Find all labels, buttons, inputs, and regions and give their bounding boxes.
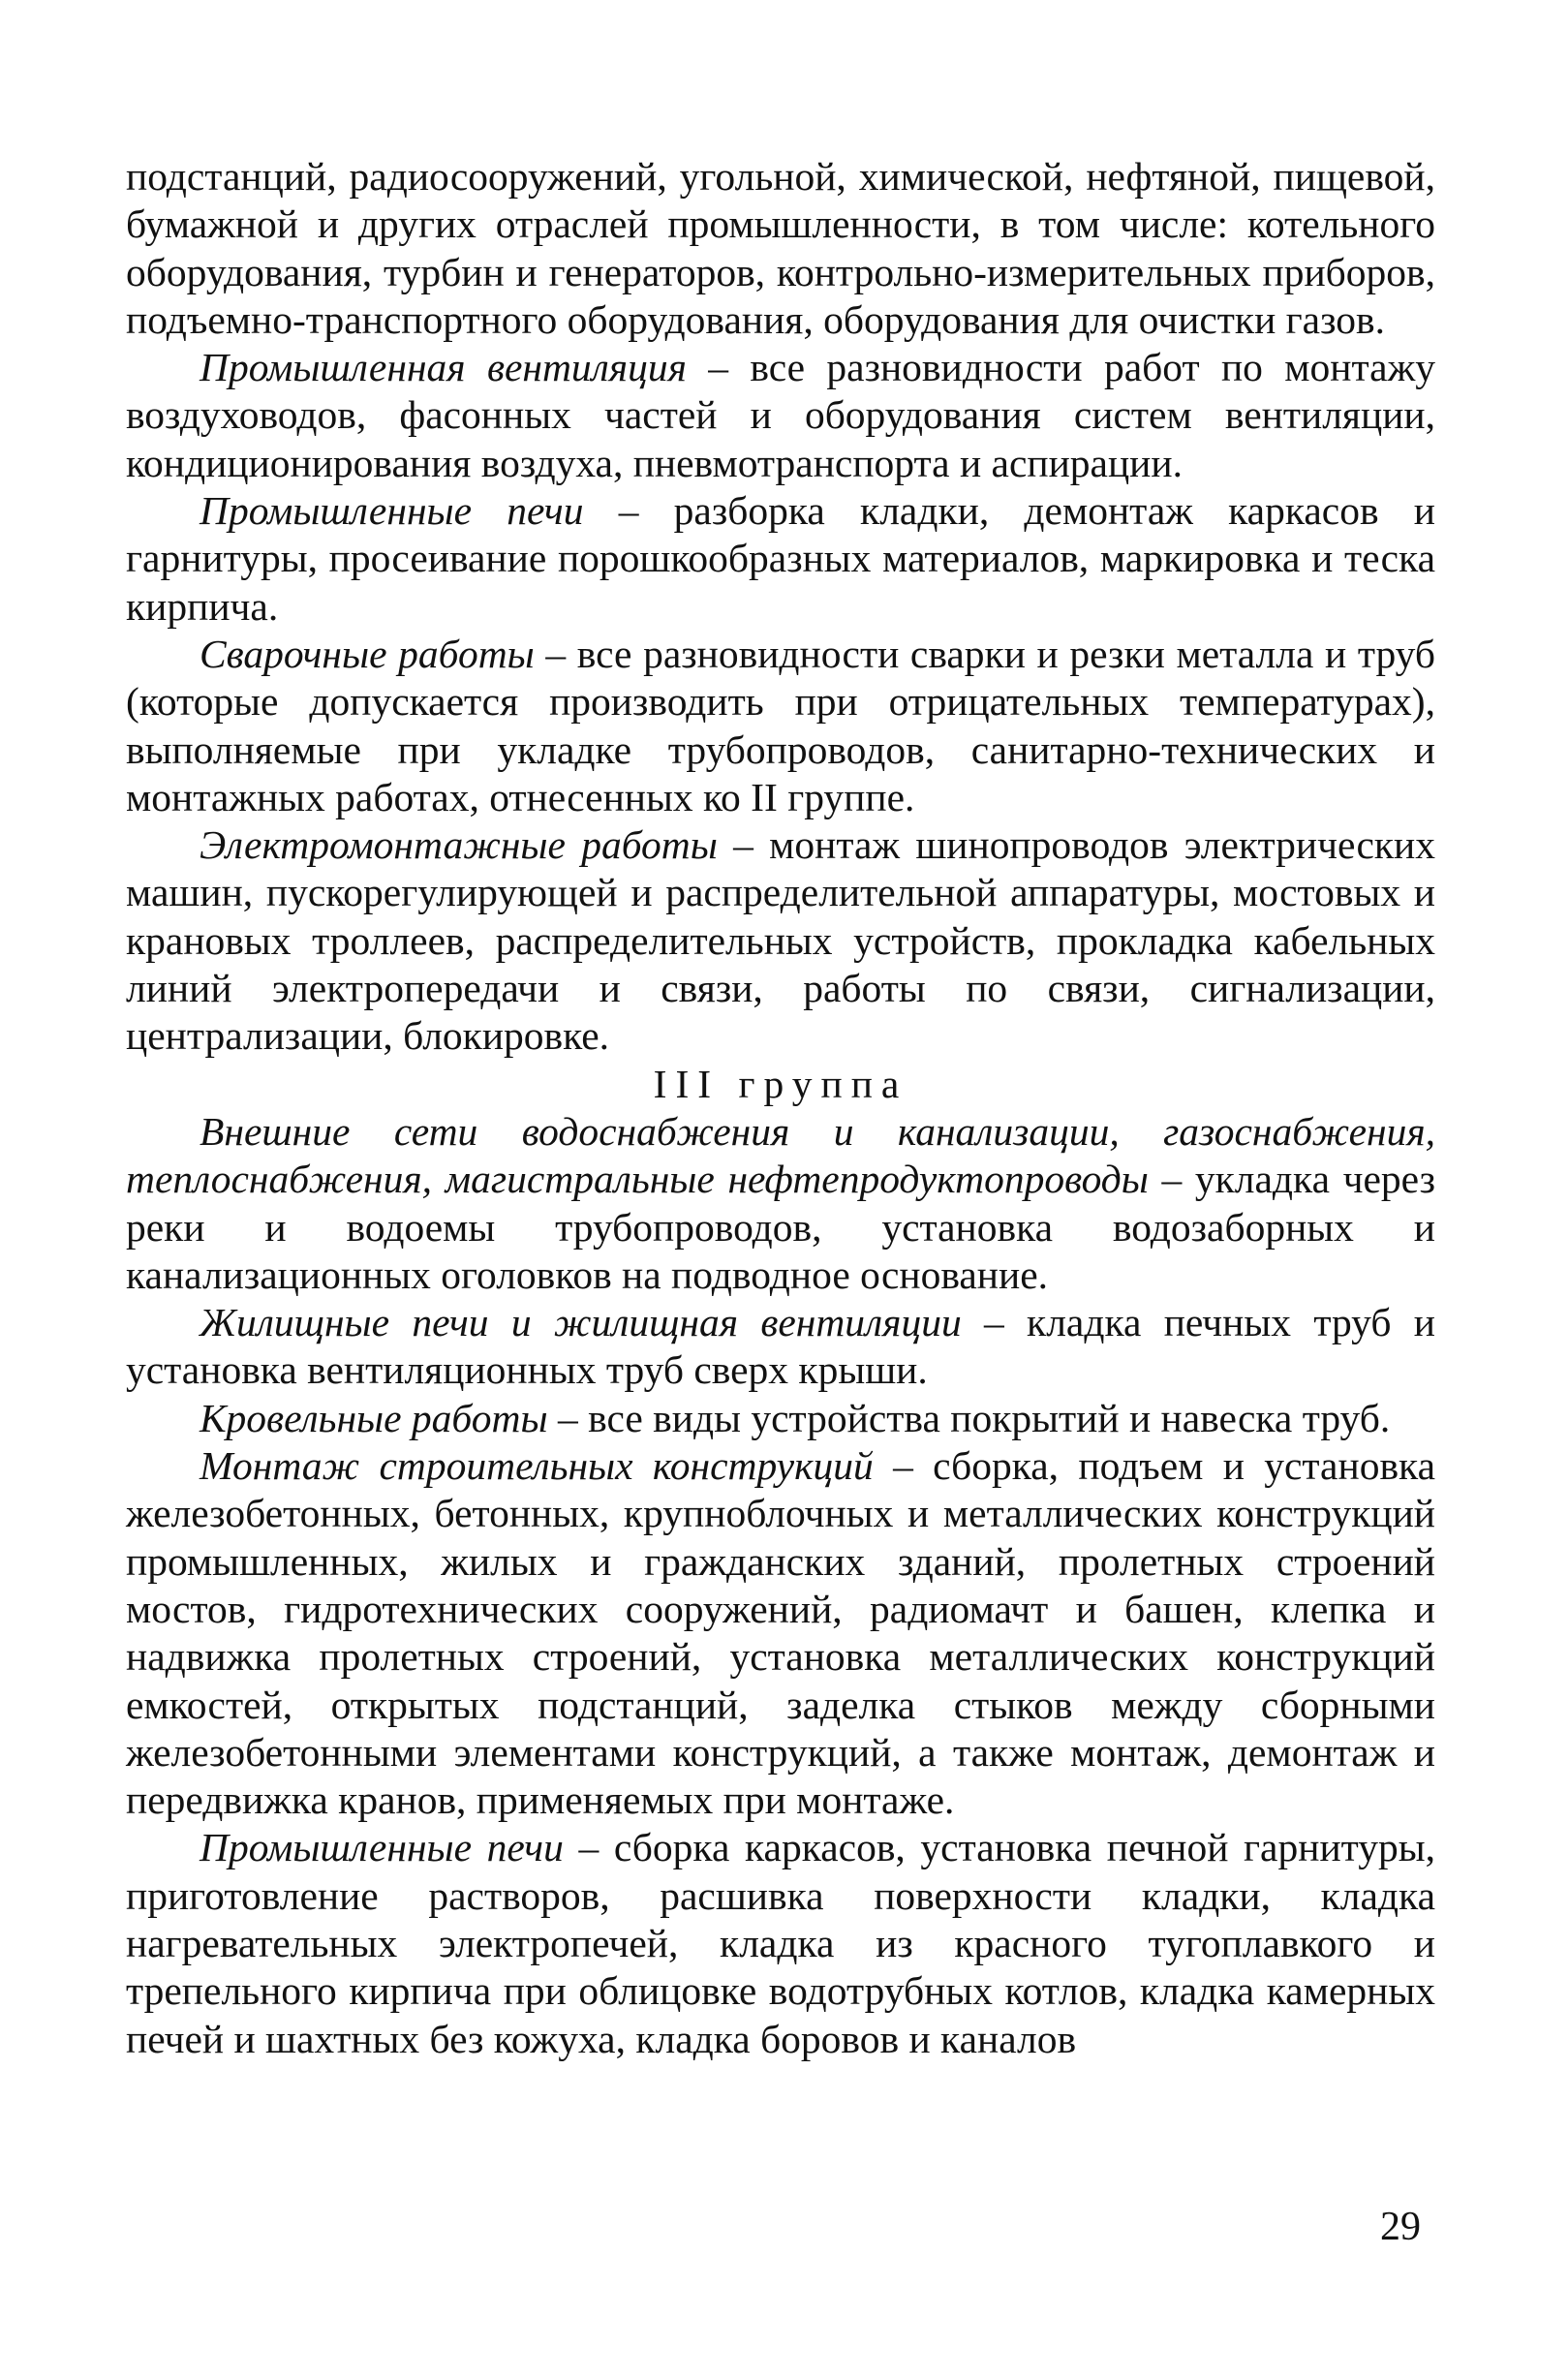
- text-external-networks: – укладка через реки и водоемы трубопроводов, установка водозаборных и канализационных оголовков на подводное основание.: [126, 1157, 1435, 1297]
- text-residential-stoves: – кладка печных труб и установка вентиляционных труб сверх крыши.: [126, 1300, 1435, 1393]
- term-roofing-works: Кровельные работы: [200, 1395, 548, 1440]
- paragraph-welding-works: [126, 631, 1435, 821]
- text-industrial-ventilation: – все разновидности работ по монтажу воздуховодов, фасонных частей и оборудования систем вентиляции, кондиционирования воздуха, пневмотранспорта и аспирации.: [126, 345, 1435, 485]
- text-structural-assembly: – сборка, подъем и установка железобетонных, бетонных, крупноблочных и металлических конструкций промышленных, жилых и гражданских зданий, пролетных строений мостов, гидротехнических сооружений, радиомачт и башен, клепка и надвижка пролетных строений, установка металлических конструкций емкостей, открытых подстанций, заделка стыков между сборными железобетонными элементами конструкций, а также монтаж, демонтаж и передвижка кранов, применяемых при монтаже.: [126, 1443, 1435, 1823]
- term-residential-stoves: Жилищные печи и жилищная вентиляции: [200, 1300, 962, 1345]
- opening-paragraph: подстанций, радиосооружений, угольной, химической, нефтяной, пищевой, бумажной и других отраслей промышленности, в том числе: котельного оборудования, турбин и генераторов, контрольно-измерительных приборов, подъемно-транспортного оборудования, оборудования для очистки газов.: [126, 154, 1435, 342]
- paragraph-roofing-works: [126, 1395, 1435, 1442]
- paragraph-electrical-installation: [126, 821, 1435, 1060]
- term-structural-assembly: Монтаж строительных конструкций: [200, 1443, 874, 1489]
- paragraph-residential-stoves: [126, 1299, 1435, 1395]
- text-electrical-installation: – монтаж шинопроводов электрических машин, пускорегулирующей и распределительной аппаратуры, мостовых и крановых троллеев, распределительных устройств, прокладка кабельных линий электропередачи и связи, работы по связи, сигнализации, централизации, блокировке.: [126, 822, 1435, 1059]
- section-heading-group-3: III группа: [653, 1061, 908, 1106]
- term-industrial-furnaces-assembly: Промышленные печи: [200, 1825, 564, 1870]
- text-industrial-furnaces-assembly: – сборка каркасов, установка печной гарнитуры, приготовление растворов, расшивка поверхности кладки, кладка нагревательных электропечей, кладка из красного тугоплавкого и трепельного кирпича при облицовке водотрубных котлов, кладка камерных печей и шахтных без кожуха, кладка боровов и каналов: [126, 1825, 1435, 2061]
- term-industrial-ventilation: Промышленная вентиляция: [200, 345, 687, 390]
- text-roofing-works: – все виды устройства покрытий и навеска труб.: [547, 1395, 1391, 1440]
- term-electrical-installation: Электромонтажные работы: [200, 822, 718, 868]
- page-body: [126, 153, 1435, 2063]
- paragraph-industrial-furnaces-disassembly: [126, 487, 1435, 631]
- text-industrial-furnaces-disassembly: – разборка кладки, демонтаж каркасов и гарнитуры, просеивание порошкообразных материалов, маркировка и теска кирпича.: [126, 488, 1436, 629]
- paragraph-structural-assembly: [126, 1442, 1435, 1824]
- term-external-networks: Внешние сети водоснабжения и канализации, газоснабжения, теплоснабжения, магистральные нефтепродуктопроводы: [126, 1108, 1435, 1202]
- page-number: 29: [1380, 2205, 1421, 2249]
- paragraph-industrial-ventilation: [126, 344, 1435, 487]
- paragraph-industrial-furnaces-assembly: [126, 1824, 1435, 2062]
- term-industrial-furnaces: Промышленные печи: [200, 488, 584, 534]
- term-welding-works: Сварочные работы: [200, 631, 535, 676]
- paragraph-external-networks: [126, 1108, 1435, 1299]
- text-welding-works: – все разновидности сварки и резки металла и труб (которые допускается производить при отрицательных температурах), выполняемые при укладке трубопроводов, санитарно-технических и монтажных работах, отнесенных ко II группе.: [126, 631, 1436, 819]
